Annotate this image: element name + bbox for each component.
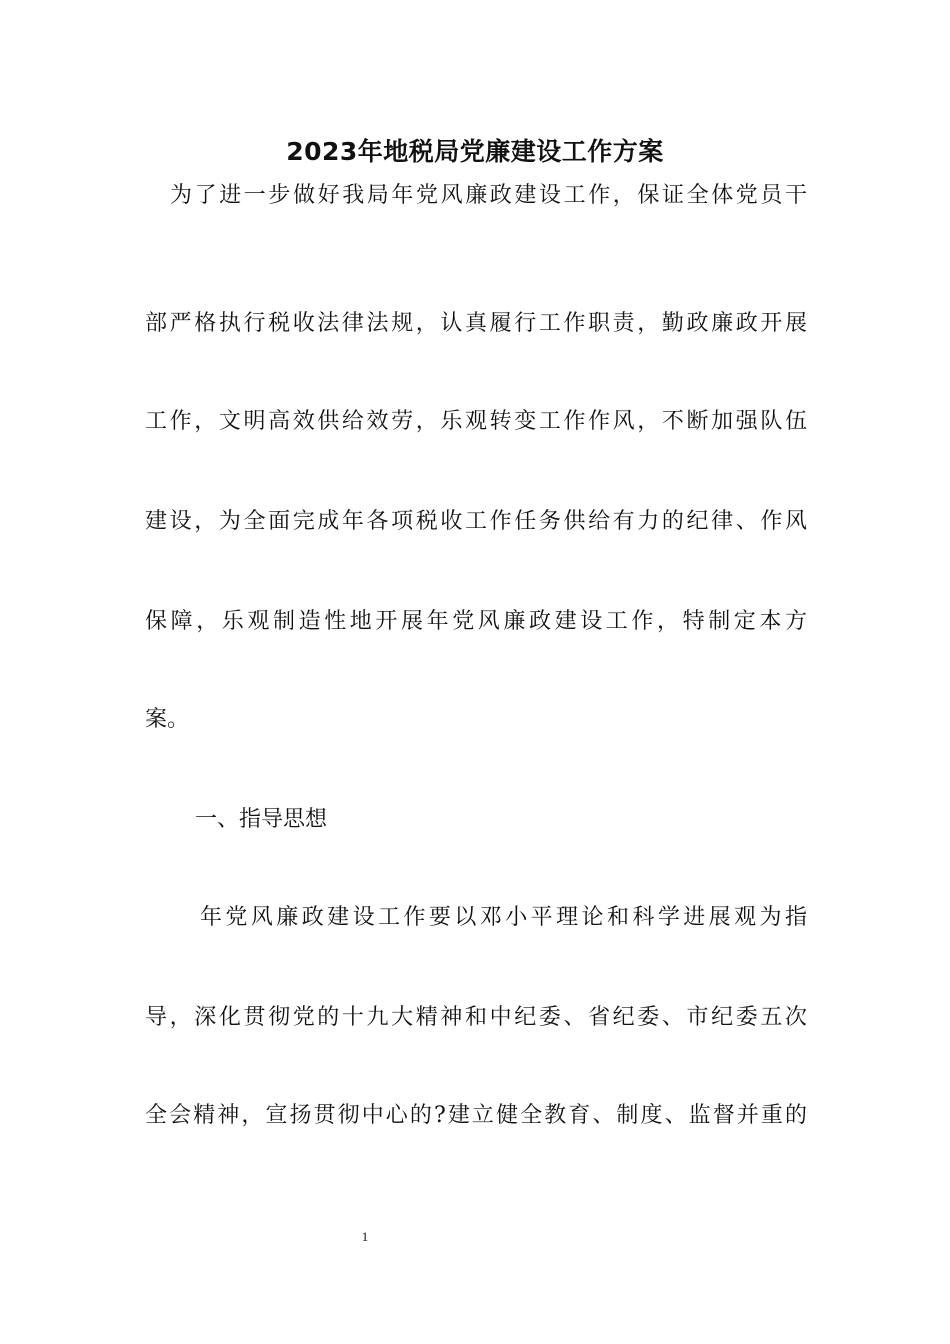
paragraph-1-line-5: 保障，乐观制造性地开展年党风廉政建设工作，特制定本方 xyxy=(145,609,807,634)
page-number: 1 xyxy=(361,1229,369,1244)
paragraph-1-line-2: 部严格执行税收法律法规，认真履行工作职责，勤政廉政开展 xyxy=(145,311,807,336)
section-heading-guiding-thought: 一、指导思想 xyxy=(195,807,328,832)
paragraph-2-line-1: 年党风廉政建设工作要以邓小平理论和科学进展观为指 xyxy=(200,905,807,930)
paragraph-1-line-1: 为了进一步做好我局年党风廉政建设工作，保证全体党员干 xyxy=(170,183,807,208)
document-title: 2023年地税局党廉建设工作方案 xyxy=(286,137,664,166)
paragraph-2-line-3: 全会精神，宣扬贯彻中心的?建立健全教育、制度、监督并重的 xyxy=(145,1103,807,1128)
paragraph-2-line-2: 导，深化贯彻党的十九大精神和中纪委、省纪委、市纪委五次 xyxy=(145,1005,807,1030)
paragraph-1-line-3: 工作，文明高效供给效劳，乐观转变工作作风，不断加强队伍 xyxy=(145,409,807,434)
paragraph-1-line-4: 建设，为全面完成年各项税收工作任务供给有力的纪律、作风 xyxy=(145,509,807,534)
paragraph-1-line-6: 案。 xyxy=(145,707,190,732)
